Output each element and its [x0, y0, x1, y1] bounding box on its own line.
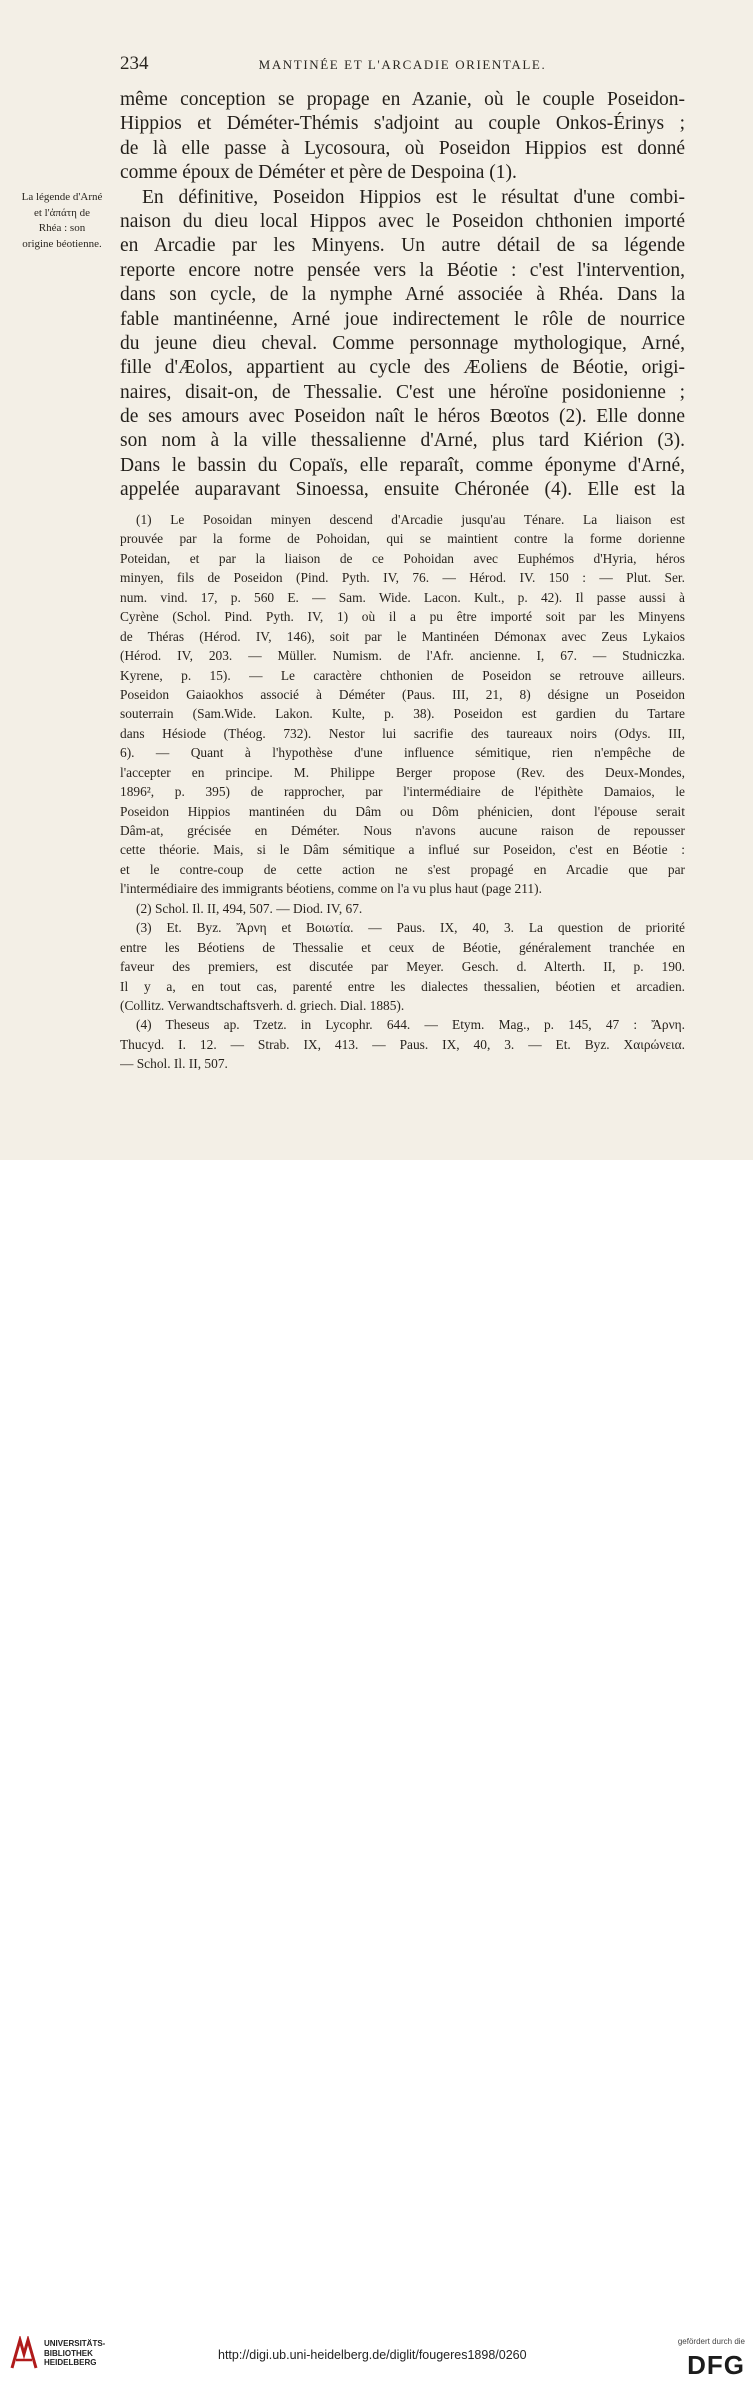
footnote-line: et le contre-coup de cette action ne s'est propagé en Arcadie que par — [120, 861, 685, 877]
footnote-line: (Collitz. Verwandtschaftsverh. d. griech. Dial. 1885). — [120, 997, 405, 1013]
page-header — [120, 53, 685, 77]
footnote-line: (Hérod. IV, 203. — Müller. Numism. de l'Afr. ancienne. I, 67. — Studniczka. — [120, 648, 685, 664]
footnote-line: Poteidan, et par la liaison de ce Pohoidan avec Euphémos d'Hyria, héros — [120, 550, 685, 566]
text-line: comme époux de Déméter et père de Despoina (1). — [120, 162, 517, 184]
text-line: En définitive, Poseidon Hippios est le résultat d'une combi- — [142, 186, 685, 208]
footnote-2 — [120, 899, 685, 918]
footnote-line: faveur des premiers, est discutée par Meyer. Gesch. d. Alterth. II, p. 190. — [120, 959, 685, 975]
library-name — [44, 2339, 105, 2368]
footnote-line: dans Hésiode (Théog. 732). Nestor lui sacrifie des taureaux noirs (Odys. III, — [120, 725, 685, 741]
footnote-line: l'intermédiaire des immigrants béotiens, comme on l'a vu plus haut (page 211). — [120, 881, 542, 897]
footnote-line: souterrain (Sam.Wide. Lakon. Kulte, p. 38). Poseidon est gardien du Tartare — [120, 706, 685, 722]
funding-note: gefördert durch die — [677, 2337, 745, 2346]
text-line: naison du dieu local Hippos avec le Poseidon chthonien importé — [120, 210, 685, 232]
footnote-line: Kyrene, p. 15). — Le caractère chthonien de Poseidon se retrouve ailleurs. — [120, 667, 685, 683]
margin-note-line: origine béotienne. — [22, 237, 102, 250]
library-name-line: HEIDELBERG — [44, 2358, 97, 2368]
text-line: reporte encore notre pensée vers la Béotie : c'est l'intervention, — [120, 259, 685, 281]
footnote-line: Dâm-at, grécisée en Déméter. Nous n'avons aucune raison de repousser — [120, 823, 685, 838]
library-logo-icon — [8, 2336, 40, 2372]
text-line: du jeune dieu cheval. Comme personnage mythologique, Arné, — [120, 332, 685, 354]
footnote-line: (3) Et. Byz. Ἄρνη et Βοιωτία. — Paus. IX, 40, 3. La question de priorité — [136, 920, 685, 936]
main-text — [120, 88, 685, 503]
text-line: fable mantinéenne, Arné joue indirectement le rôle de nourrice — [120, 308, 685, 330]
footnote-line: prouvée par la forme de Pohoidan, qui se maintient contre la forme dorienne — [120, 531, 685, 547]
footnote-line: minyen, fils de Poseidon (Pind. Pyth. IV, 76. — Hérod. IV. 150 : — Plut. Ser. — [120, 570, 685, 586]
footnote-line: Il y a, en tout cas, parenté entre les dialectes thessalien, béotien et arcadien. — [120, 978, 685, 994]
footnote-line: (1) Le Posoidan minyen descend d'Arcadie jusqu'au Ténare. La liaison est — [136, 512, 685, 527]
footnote-line: Thucyd. I. 12. — Strab. IX, 413. — Paus. IX, 40, 3. — Et. Byz. Χαιρώνεια. — [120, 1036, 685, 1052]
footnote-line: entre les Béotiens de Thessalie et ceux de Béotie, généralement tranchée en — [120, 939, 685, 955]
text-line: de ses amours avec Poseidon naît le héros Bœotos (2). Elle donne — [120, 406, 685, 428]
text-line: de là elle passe à Lycosoura, où Poseidon Hippios est donné — [120, 137, 685, 159]
book-page — [0, 0, 753, 1160]
footnote-line: Cyrène (Schol. Pind. Pyth. IV, 1) où il a pu être importé soit par les Minyens — [120, 609, 685, 625]
footnote-line: Poseidon Gaiaokhos associé à Déméter (Paus. III, 21, 8) désigne un Poseidon — [120, 686, 685, 702]
text-line: fille d'Æolos, appartient au cycle des Æoliens de Béotie, origi- — [120, 357, 685, 379]
footnotes — [120, 510, 685, 1074]
text-line: appelée auparavant Sinoessa, ensuite Chéronée (4). Elle est la — [120, 479, 685, 501]
running-title: MANTINÉE ET L'ARCADIE ORIENTALE. — [258, 57, 547, 72]
footnote-line: l'accepter en principe. M. Philippe Berger propose (Rev. des Deux-Mondes, — [120, 764, 685, 780]
footnote-line: 6). — Quant à l'hypothèse d'une influence sémitique, rien n'empêche de — [120, 745, 685, 761]
dfg-logo: DFG — [687, 2350, 745, 2380]
footnote-line: cette théorie. Mais, si le Dâm sémitique a influé sur Poseidon, c'est en Béotie : — [120, 842, 685, 858]
margin-note-line: et l'ἀπάτη de — [33, 206, 91, 219]
footnote-1 — [120, 510, 685, 899]
margin-note — [6, 190, 118, 252]
text-line: dans son cycle, de la nymphe Arné associée à Rhéa. Dans la — [120, 284, 685, 306]
text-line: même conception se propage en Azanie, où le couple Poseidon- — [120, 89, 685, 110]
text-line: naires, disait-on, de Thessalie. C'est une héroïne posidonienne ; — [120, 381, 685, 403]
text-line: Hippios et Déméter-Thémis s'adjoint au couple Onkos-Érinys ; — [120, 113, 685, 135]
footnote-3 — [120, 918, 685, 1015]
library-name-line: BIBLIOTHEK — [44, 2348, 93, 2358]
footnote-line: num. vind. 17, p. 560 E. — Sam. Wide. Lacon. Kult., p. 42). Il passe aussi à — [120, 589, 685, 605]
text-line: Dans le bassin du Copaïs, elle reparaît, comme éponyme d'Arné, — [120, 454, 685, 476]
footnote-line: 1896², p. 395) de rapprocher, par l'intermédiaire de l'épithète Damaios, le — [120, 784, 685, 800]
page-number: 234 — [120, 53, 149, 74]
library-name-line: UNIVERSITÄTS- — [44, 2339, 106, 2348]
text-line: en Arcadie par les Minyens. Un autre détail de sa légende — [120, 235, 685, 257]
footnote-line: Poseidon Hippios mantinéen du Dâm ou Dôm phénicien, dont l'épouse serait — [120, 803, 685, 819]
footnote-line: (4) Theseus ap. Tzetz. in Lycophr. 644. — Etym. Mag., p. 145, 47 : Ἄρνη. — [136, 1017, 685, 1033]
footnote-line: de Théras (Hérod. IV, 146), soit par le Mantinéen Démonax avec Zeus Lykaios — [120, 628, 685, 644]
footnote-4 — [120, 1015, 685, 1073]
footnote-line: (2) Schol. Il. II, 494, 507. — Diod. IV, 67. — [136, 900, 363, 916]
footnote-line: — Schol. Il. II, 507. — [120, 1056, 228, 1072]
margin-note-line: Rhéa : son — [38, 222, 86, 234]
permalink[interactable]: http://digi.ub.uni-heidelberg.de/diglit/fougeres1898/0260 — [218, 2348, 527, 2362]
text-line: son nom à la ville thessalienne d'Arné, plus tard Kiérion (3). — [120, 430, 685, 452]
margin-note-line: La légende d'Arné — [21, 191, 103, 203]
viewer-footer — [0, 1160, 753, 2380]
